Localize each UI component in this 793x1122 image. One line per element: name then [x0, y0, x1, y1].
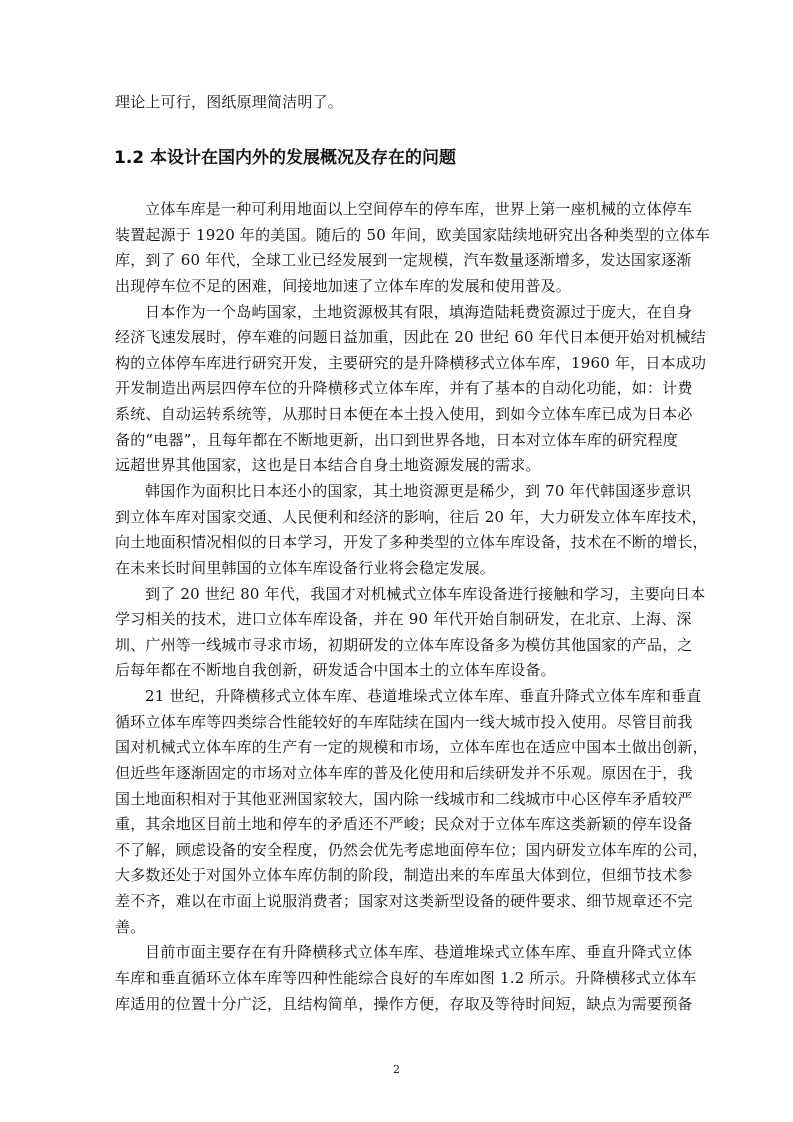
page-number: 2	[393, 1063, 400, 1076]
paragraph-line: 但近些年逐渐固定的市场对立体车库的普及化使用和后续研发并不乐观。原因在于，我	[115, 764, 693, 782]
paragraph-line: 车库和垂直循环立体车库等四种性能综合良好的车库如图 1.2 所示。升降横移式立体车	[115, 969, 697, 987]
paragraph-line: 开发制造出两层四停车位的升降横移式立体车库，并有了基本的自动化功能，如：计费	[115, 379, 693, 397]
paragraph-line: 差不齐，难以在市面上说服消费者；国家对这类新型设备的硬件要求、细节规章还不完	[115, 892, 693, 910]
paragraph-line: 善。	[115, 918, 146, 936]
paragraph-first-line: 立体车库是一种可利用地面以上空间停车的停车库，世界上第一座机械的立体停车	[145, 200, 693, 218]
paragraph-line: 装置起源于 1920 年的美国。随后的 50 年间，欧美国家陆续地研究出各种类型的立体车	[115, 226, 711, 244]
paragraph-line: 库适用的位置十分广泛，且结构简单，操作方便，存取及等待时间短，缺点为需要预备	[115, 995, 693, 1013]
paragraph-line: 远超世界其他国家，这也是日本结合自身土地资源发展的需求。	[115, 456, 541, 474]
paragraph-line: 到立体车库对国家交通、人民便利和经济的影响，往后 20 年，大力研发立体车库技术，	[115, 508, 707, 526]
paragraph-line: 系统、自动运转系统等，从那时日本便在本土投入使用，到如今立体车库已成为日本必	[115, 405, 693, 423]
paragraph-line: 循环立体车库等四类综合性能较好的车库陆续在国内一线大城市投入使用。尽管目前我	[115, 713, 693, 731]
paragraph-line: 学习相关的技术，进口立体车库设备，并在 90 年代开始自制研发，在北京、上海、深	[115, 610, 692, 628]
paragraph-line: 构的立体停车库进行研究开发，主要研究的是升降横移式立体车库，1960 年，日本成功	[115, 354, 707, 372]
paragraph-line: 后每年都在不断地自我创新，研发适合中国本土的立体车库设备。	[115, 661, 556, 679]
paragraph-first-line: 21 世纪，升降横移式立体车库、巷道堆垛式立体车库、垂直升降式立体车库和垂直	[145, 687, 702, 705]
paragraph-line: 在未来长时间里韩国的立体车库设备行业将会稳定发展。	[115, 559, 496, 577]
paragraph-first-line: 日本作为一个岛屿国家，土地资源极其有限，填海造陆耗费资源过于庞大，在自身	[145, 303, 693, 321]
paragraph-line: 国对机械式立体车库的生产有一定的规模和市场，立体车库也在适应中国本土做出创新，	[115, 738, 708, 756]
paragraph-line: 国土地面积相对于其他亚洲国家较大，国内除一线城市和二线城市中心区停车矛盾较严	[115, 790, 693, 808]
paragraph-first-line: 目前市面主要存在有升降横移式立体车库、巷道堆垛式立体车库、垂直升降式立体	[145, 943, 693, 961]
paragraph-line: 向土地面积情况相似的日本学习，开发了多种类型的立体车库设备，技术在不断的增长，	[115, 533, 708, 551]
continuation-line: 理论上可行，图纸原理简洁明了。	[115, 93, 344, 111]
paragraph-first-line: 到了 20 世纪 80 年代，我国才对机械式立体车库设备进行接触和学习，主要向日本	[145, 585, 706, 603]
paragraph-line: 备的“电器”，且每年都在不断地更新，出口到世界各地，日本对立体车库的研究程度	[115, 431, 678, 449]
paragraph-line: 大多数还处于对国外立体车库仿制的阶段，制造出来的车库虽大体到位，但细节技术参	[115, 866, 693, 884]
paragraph-line: 出现停车位不足的困难，间接地加速了立体车库的发展和使用普及。	[115, 277, 572, 295]
paragraph-line: 不了解，顾虑设备的安全程度，仍然会优先考虑地面停车位；国内研发立体车库的公司，	[115, 841, 708, 859]
section-heading: 1.2 本设计在国内外的发展概况及存在的问题	[114, 148, 457, 168]
paragraph-first-line: 韩国作为面积比日本还小的国家，其土地资源更是稀少，到 70 年代韩国逐步意识	[145, 482, 692, 500]
paragraph-line: 库，到了 60 年代，全球工业已经发展到一定规模，汽车数量逐渐增多，发达国家逐渐	[115, 251, 692, 269]
paragraph-line: 重，其余地区目前土地和停车的矛盾还不严峻；民众对于立体车库这类新颖的停车设备	[115, 815, 693, 833]
paragraph-line: 圳、广州等一线城市寻求市场，初期研发的立体车库设备多为模仿其他国家的产品，之	[115, 636, 693, 654]
paragraph-line: 经济飞速发展时，停车难的问题日益加重，因此在 20 世纪 60 年代日本便开始对机械结	[115, 328, 706, 346]
